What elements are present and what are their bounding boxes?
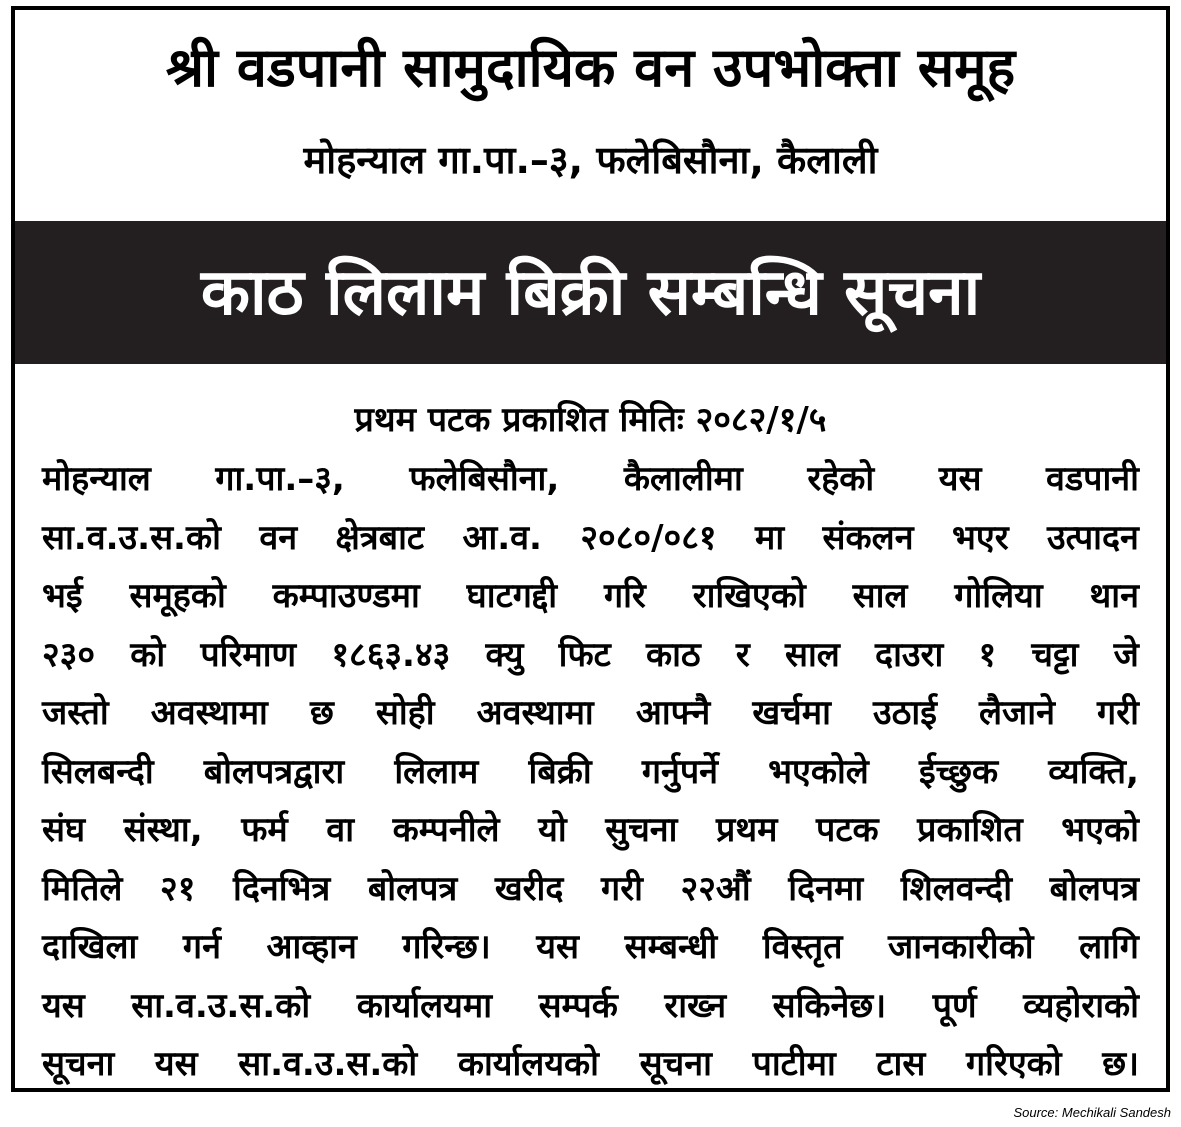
body-word: थान [1089,576,1139,616]
body-word: व्यक्ति, [1048,751,1139,792]
body-line [42,567,1139,626]
body-word: वन [259,517,298,558]
body-word: यस [938,459,982,499]
body-word: फर्म [241,810,288,850]
body-word: क्षेत्रबाट [335,517,425,558]
body-line [42,801,1139,860]
body-word: खरीद [494,868,564,909]
body-word: खर्चमा [752,693,831,733]
body-word: आफ्नै [635,693,711,733]
body-word: उत्पादन [1047,517,1139,558]
body-line [42,626,1139,685]
body-line [42,509,1139,568]
body-line [42,684,1139,743]
body-word: मितिले [42,868,123,909]
body-word: सूचना [42,1044,115,1084]
body-word: सोही [375,693,435,733]
body-line [42,860,1139,919]
body-word: जस्तो [42,693,109,733]
body-word: उठाई [873,693,937,733]
body-word: भएको [1061,810,1139,850]
body-word: सकिनेछ। [772,985,887,1026]
body-word: कम्पाउण्डमा [272,576,420,616]
body-word: कम्पनीले [392,810,500,850]
body-word: वडपानी [1046,459,1139,499]
title-banner [15,221,1166,364]
publication-date: प्रथम पटक प्रकाशित मितिः २०८२/१/५ [354,400,827,440]
body-word: कार्यालयको [457,1044,599,1084]
body-word: सम्पर्क [538,985,618,1026]
notice-title: काठ लिलाम बिक्री सम्बन्धि सूचना [200,255,981,330]
body-word: अवस्थामा [476,693,594,733]
body-word: भएकोले [768,751,869,792]
body-word: कैलालीमा [623,459,743,499]
body-word: कार्यालयमा [356,985,493,1026]
body-word: पटक [816,810,879,850]
body-word: प्रथम [716,810,778,850]
body-word: जानकारीको [888,927,1034,967]
body-word: बोलपत्रद्वारा [203,751,345,792]
body-word: २०८०/०८१ [580,517,717,558]
body-word: छ [309,693,334,733]
body-word: यस [154,1044,198,1084]
body-word: लिलाम [394,751,479,792]
body-word: व्यहोराको [1023,985,1139,1026]
body-word: साल [852,576,908,616]
organization-name: श्री वडपानी सामुदायिक वन उपभोक्ता समूह [165,36,1016,99]
body-word: दाखिला [42,927,138,967]
body-word: प्रकाशित [917,810,1023,850]
body-word: यस [536,927,580,967]
body-word: चट्टा [1031,634,1079,675]
body-word: पूर्ण [932,985,977,1026]
body-line [42,450,1139,509]
body-word: गरी [601,868,643,909]
body-word: भएर [952,517,1009,558]
body-word: परिमाण [200,634,297,675]
body-word: र [735,634,750,675]
body-word: पाटीमा [752,1044,836,1084]
body-word: सम्बन्धी [624,927,718,967]
body-word: भई [42,576,83,616]
body-word: गर्नुपर्ने [641,751,719,792]
body-word: सिलबन्दी [42,751,154,792]
body-word: आव्हान [266,927,357,967]
body-word: दाउरा [875,634,944,675]
body-word: सूचना [639,1044,712,1084]
body-word: मोहन्याल [42,459,151,499]
body-line [42,1035,1139,1094]
body-word: बोलपत्र [367,868,458,909]
body-line [42,918,1139,977]
body-word: सा.व.उ.स.को [238,1044,418,1084]
body-word: गरिएको [966,1044,1062,1084]
body-word: १८६३.४३ [331,634,451,675]
body-word: दिनमा [788,868,864,909]
body-word: गर्न [182,927,221,967]
body-word: बिक्री [528,751,592,792]
body-word: दिनभित्र [233,868,331,909]
notice-body [42,450,1139,1094]
body-word: को [130,634,166,675]
body-word: यस [42,985,85,1026]
body-word: मा [754,517,785,558]
source-credit: Source: Mechikali Sandesh [1013,1105,1171,1120]
body-word: आ.व. [462,517,542,558]
body-word: समूहको [129,576,226,616]
body-word: गरिन्छ। [402,927,491,967]
body-word: घाटगद्दी [466,576,558,616]
body-line [42,743,1139,802]
body-word: शिलवन्दी [900,868,1013,909]
organization-address: मोहन्याल गा.पा.–३, फलेबिसौना, कैलाली [303,138,878,182]
body-word: क्यु [485,634,524,675]
body-line [42,977,1139,1036]
body-word: फलेबिसौना, [409,459,560,499]
body-word: गा.पा.–३, [215,459,345,499]
body-word: लागि [1079,927,1139,967]
body-word: १ [978,634,997,675]
body-word: राख्न [664,985,727,1026]
body-word: बोलपत्र [1049,868,1139,909]
body-word: जे [1113,634,1139,675]
body-word: टास [876,1044,926,1084]
body-word: सा.व.उ.स.को [131,985,311,1026]
body-word: ईच्छुक [918,751,999,792]
body-word: छ। [1102,1044,1139,1084]
body-word: रहेको [807,459,875,499]
body-word: गरि [603,576,646,616]
body-word: संकलन [822,517,914,558]
body-word: २३० [42,634,96,675]
body-word: फिट [558,634,611,675]
body-word: साल [785,634,840,675]
body-word: गोलिया [954,576,1043,616]
notice-frame [11,6,1170,1092]
body-word: २२औं [680,868,751,909]
body-word: वा [326,810,355,850]
body-word: काठ [646,634,701,675]
body-word: यो [538,810,567,850]
body-word: २१ [160,868,196,909]
body-word: गरी [1097,693,1139,733]
body-word: अवस्थामा [150,693,268,733]
body-word: लैजाने [978,693,1055,733]
body-word: विस्तृत [762,927,843,967]
body-word: सा.व.उ.स.को [42,517,221,558]
body-word: संस्था, [123,810,203,850]
body-word: सुचना [605,810,678,850]
body-word: राखिएको [692,576,806,616]
body-word: संघ [42,810,86,850]
